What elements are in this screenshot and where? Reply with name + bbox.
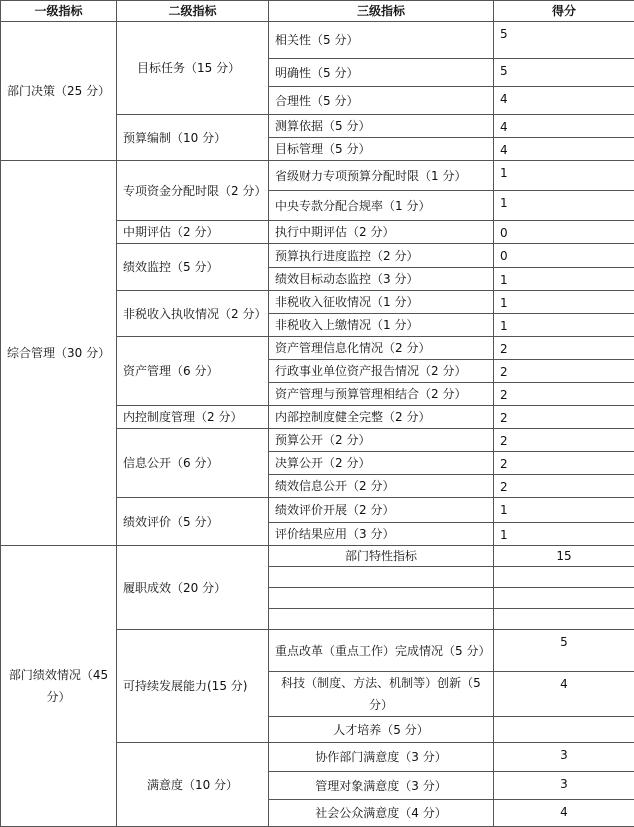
level3-cell: 预算执行进度监控（2 分）: [269, 244, 494, 268]
level3-cell: 省级财力专项预算分配时限（1 分）: [269, 161, 494, 191]
level3-cell: 评价结果应用（3 分）: [269, 523, 494, 546]
level3-cell: 相关性（5 分）: [269, 22, 494, 59]
header-level1: 一级指标: [1, 1, 117, 22]
empty-cell: [494, 609, 634, 630]
level1-cell: 综合管理（30 分）: [1, 161, 117, 546]
score-cell: 5: [494, 630, 634, 672]
score-cell: 4: [494, 672, 634, 717]
score-cell: 4: [494, 87, 634, 115]
score-cell: 0: [494, 244, 634, 268]
level2-cell: 可持续发展能力(15 分): [117, 630, 269, 743]
level2-cell: 目标任务（15 分）: [117, 22, 269, 115]
score-cell: 3: [494, 772, 634, 800]
score-cell: 1: [494, 291, 634, 314]
score-cell: 1: [494, 498, 634, 523]
empty-cell: [494, 588, 634, 609]
score-cell: 2: [494, 360, 634, 383]
level3-cell: 管理对象满意度（3 分）: [269, 772, 494, 800]
score-cell: 1: [494, 523, 634, 546]
score-cell: [494, 717, 634, 743]
level3-cell: 非税收入征收情况（1 分）: [269, 291, 494, 314]
level2-cell: 资产管理（6 分）: [117, 337, 269, 406]
level1-cell: 部门决策（25 分）: [1, 22, 117, 161]
level3-cell: 目标管理（5 分）: [269, 138, 494, 161]
level2-cell: 履职成效（20 分）: [117, 546, 269, 630]
level3-cell: 资产管理信息化情况（2 分）: [269, 337, 494, 360]
level3-cell: 内部控制度健全完整（2 分）: [269, 406, 494, 429]
level2-cell: 绩效评价（5 分）: [117, 498, 269, 546]
header-row: [1, 1, 634, 22]
level3-cell: 合理性（5 分）: [269, 87, 494, 115]
level3-cell: 行政事业单位资产报告情况（2 分）: [269, 360, 494, 383]
score-cell: 0: [494, 221, 634, 244]
score-cell: 1: [494, 268, 634, 291]
level2-cell: 中期评估（2 分）: [117, 221, 269, 244]
level3-cell: 重点改革（重点工作）完成情况（5 分）: [269, 630, 494, 672]
empty-cell: [494, 567, 634, 588]
level3-cell: 预算公开（2 分）: [269, 429, 494, 452]
table-row: [1, 22, 634, 59]
level3-cell: 部门特性指标: [269, 546, 494, 567]
score-cell: 5: [494, 22, 634, 59]
level3-cell: 科技（制度、方法、机制等）创新（5 分）: [269, 672, 494, 717]
level3-cell: 社会公众满意度（4 分）: [269, 800, 494, 827]
score-cell: 4: [494, 115, 634, 138]
level3-cell: 协作部门满意度（3 分）: [269, 743, 494, 772]
level3-cell: 绩效信息公开（2 分）: [269, 475, 494, 498]
level3-cell: 绩效目标动态监控（3 分）: [269, 268, 494, 291]
level2-cell: 预算编制（10 分）: [117, 115, 269, 161]
score-cell: 2: [494, 337, 634, 360]
score-cell: 1: [494, 161, 634, 191]
level2-cell: 满意度（10 分）: [117, 743, 269, 827]
score-cell: 2: [494, 452, 634, 475]
score-cell: 3: [494, 743, 634, 772]
level2-cell: 信息公开（6 分）: [117, 429, 269, 498]
score-cell: 15: [494, 546, 634, 567]
level1-cell: 部门绩效情况（45 分）: [1, 546, 117, 827]
level3-cell: 非税收入上缴情况（1 分）: [269, 314, 494, 337]
score-cell: 2: [494, 429, 634, 452]
level3-cell: 人才培养（5 分）: [269, 717, 494, 743]
empty-cell: [269, 588, 494, 609]
level3-cell: 决算公开（2 分）: [269, 452, 494, 475]
level3-cell: 资产管理与预算管理相结合（2 分）: [269, 383, 494, 406]
table-row: [1, 161, 634, 191]
header-level2: 二级指标: [117, 1, 269, 22]
level2-cell: 非税收入执收情况（2 分）: [117, 291, 269, 337]
table-row: [1, 546, 634, 567]
header-score: 得分: [494, 1, 634, 22]
level3-cell: 绩效评价开展（2 分）: [269, 498, 494, 523]
level3-cell: 中央专款分配合规率（1 分）: [269, 191, 494, 221]
score-cell: 2: [494, 383, 634, 406]
score-cell: 2: [494, 475, 634, 498]
level3-cell: 测算依据（5 分）: [269, 115, 494, 138]
level2-cell: 内控制度管理（2 分）: [117, 406, 269, 429]
score-cell: 4: [494, 138, 634, 161]
level3-cell: 明确性（5 分）: [269, 59, 494, 87]
level2-cell: 专项资金分配时限（2 分）: [117, 161, 269, 221]
score-cell: 1: [494, 191, 634, 221]
score-cell: 2: [494, 406, 634, 429]
empty-cell: [269, 567, 494, 588]
score-cell: 5: [494, 59, 634, 87]
empty-cell: [269, 609, 494, 630]
header-level3: 三级指标: [269, 1, 494, 22]
level2-cell: 绩效监控（5 分）: [117, 244, 269, 291]
score-cell: 4: [494, 800, 634, 827]
level3-cell: 执行中期评估（2 分）: [269, 221, 494, 244]
score-cell: 1: [494, 314, 634, 337]
